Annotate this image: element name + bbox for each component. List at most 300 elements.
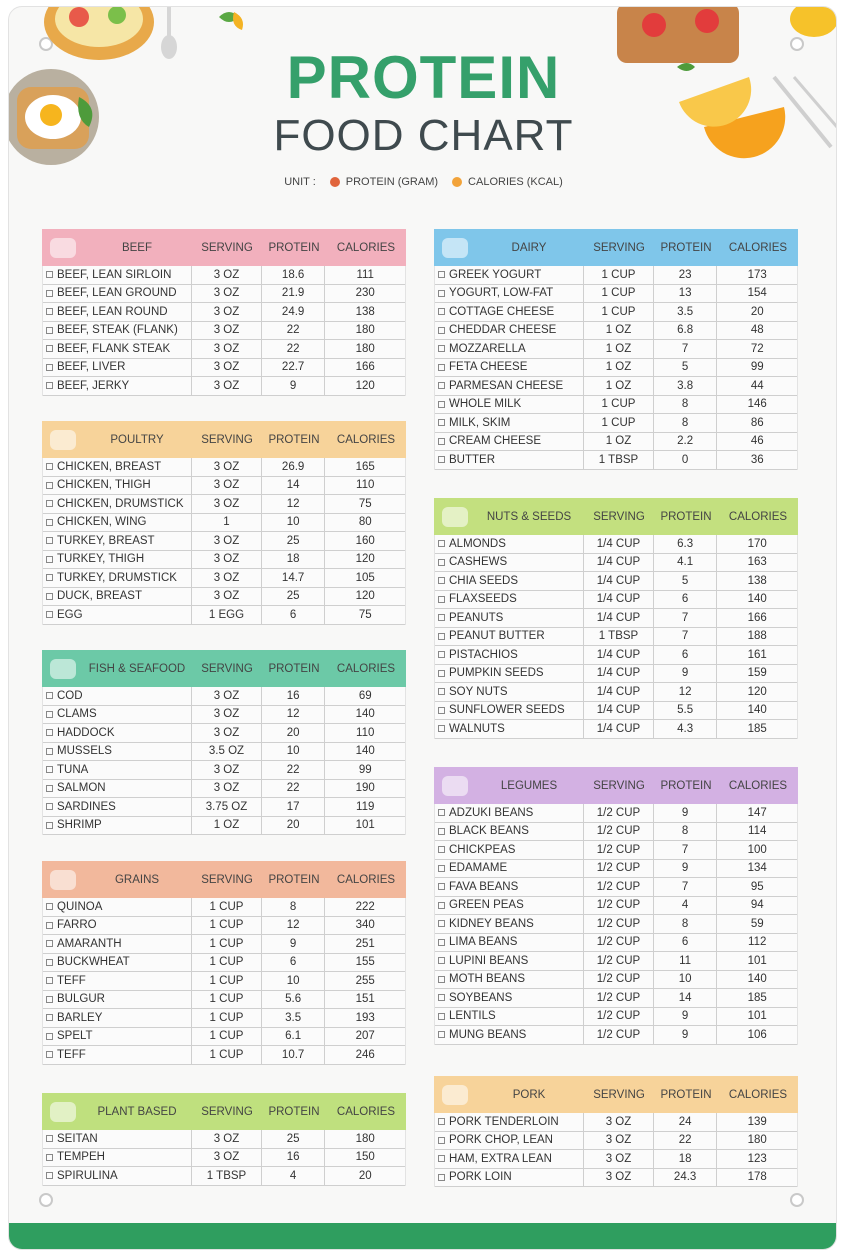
table-row [435,897,797,916]
food-name [435,591,584,609]
protein-cell: 14 [262,477,326,495]
table-row [43,898,405,917]
food-name-text: GREEN PEAS [449,899,524,912]
poultry-icon [50,430,76,450]
calories-cell: 20 [750,305,764,318]
food-name [435,572,584,590]
calories-cell: 151 [355,993,375,1006]
table-row [435,823,797,842]
protein-cell: 24 [654,1113,718,1131]
serving-cell: 1/2 CUP [584,915,654,933]
serving-cell: 1/2 CUP [584,878,654,896]
serving-cell: 3 OZ [584,1132,654,1150]
checkbox[interactable] [438,846,445,853]
table-row [435,303,797,322]
checkbox[interactable] [46,1014,53,1021]
food-name [43,817,192,835]
table-row [435,322,797,341]
serving-cell: 1/4 CUP [584,591,654,609]
checkbox[interactable] [438,725,445,732]
food-name-text: AMARANTH [57,937,122,950]
protein-cell: 10 [654,971,718,989]
table-row [43,724,405,743]
calories-cell: 140 [747,973,767,986]
checkbox[interactable] [46,959,53,966]
calories-cell: 75 [358,497,372,510]
food-name-text: PORK TENDERLOIN [449,1115,559,1128]
food-name-text: SHRIMP [57,819,102,832]
checkbox[interactable] [46,1135,53,1142]
protein-cell: 6.3 [654,535,718,553]
food-name [435,609,584,627]
food-name [435,451,584,469]
checkbox[interactable] [46,1033,53,1040]
calories-cell: 165 [355,460,375,473]
table-row [435,1169,797,1188]
table-row [43,1149,405,1168]
food-name-text: WALNUTS [449,722,505,735]
protein-cell: 5 [654,572,718,590]
calories-cell: 180 [355,342,375,355]
fish-protein-header: PROTEIN [268,662,320,675]
protein-cell: 9 [654,665,718,683]
pork-category [434,1076,584,1113]
food-name [435,433,584,451]
serving-cell: 1 OZ [584,377,654,395]
serving-cell: 3 OZ [192,780,262,798]
food-name-text: BEEF, LEAN SIRLOIN [57,268,172,281]
calories-cell: 105 [355,571,375,584]
pork-protein-header: PROTEIN [660,1088,712,1101]
checkbox[interactable] [46,922,53,929]
food-name [43,1028,192,1046]
plant-category [42,1093,192,1130]
protein-cell: 9 [262,935,326,953]
food-name [43,569,192,587]
checkbox[interactable] [438,559,445,566]
serving-cell: 3 OZ [192,724,262,742]
protein-cell: 11 [654,952,718,970]
calories-cell: 188 [747,630,767,643]
checkbox[interactable] [438,920,445,927]
food-name-text: LUPINI BEANS [449,954,529,967]
plant-table-header [42,1093,406,1130]
protein-cell: 9 [654,804,718,822]
table-row [43,761,405,780]
food-name [435,646,584,664]
checkbox[interactable] [438,1013,445,1020]
table-row [43,817,405,836]
protein-cell: 4.1 [654,554,718,572]
grains-category-name: GRAINS [114,873,160,886]
checkbox[interactable] [46,1154,53,1161]
calories-cell: 178 [747,1171,767,1184]
food-name [43,761,192,779]
protein-cell: 7 [654,841,718,859]
food-name-text: FARRO [57,919,97,932]
checkbox[interactable] [438,577,445,584]
food-name-text: LIMA BEANS [449,936,518,949]
calories-cell: 160 [355,534,375,547]
serving-cell: 1 TBSP [584,628,654,646]
food-name [43,359,192,377]
checkbox[interactable] [46,1172,53,1179]
serving-cell: 1/4 CUP [584,702,654,720]
serving-cell: 1/2 CUP [584,989,654,1007]
checkbox[interactable] [438,308,445,315]
food-name [43,606,192,624]
protein-cell: 7 [654,628,718,646]
calories-cell: 163 [747,556,767,569]
table-row [43,687,405,706]
protein-cell: 12 [262,706,326,724]
food-name-text: MILK, SKIM [449,416,511,429]
pork-table [434,1076,798,1187]
food-name [435,1026,584,1044]
calories-cell: 120 [355,379,375,392]
checkbox[interactable] [438,957,445,964]
serving-cell: 3 OZ [192,458,262,476]
checkbox[interactable] [438,1174,445,1181]
checkbox[interactable] [46,345,53,352]
food-name [435,535,584,553]
checkbox[interactable] [438,1155,445,1162]
food-name-text: MUNG BEANS [449,1028,527,1041]
checkbox[interactable] [46,766,53,773]
table-row [435,396,797,415]
protein-cell: 4 [654,897,718,915]
poultry-serving-header: SERVING [201,433,253,446]
calories-cell: 207 [355,1030,375,1043]
checkbox[interactable] [438,688,445,695]
checkbox[interactable] [46,903,53,910]
poultry-category-name: POULTRY [110,433,164,446]
food-name [43,798,192,816]
serving-cell: 1 CUP [584,266,654,284]
checkbox[interactable] [46,290,53,297]
food-name-text: LENTILS [449,1010,496,1023]
calories-cell: 185 [747,722,767,735]
checkbox[interactable] [438,614,445,621]
serving-cell: 3 OZ [192,322,262,340]
food-name [43,1046,192,1064]
protein-cell: 8 [654,915,718,933]
checkbox[interactable] [46,556,53,563]
calories-cell: 106 [747,1028,767,1041]
checkbox[interactable] [46,482,53,489]
calories-cell: 185 [747,991,767,1004]
food-name-text: TUNA [57,763,89,776]
serving-cell: 1 CUP [584,396,654,414]
serving-cell: 1/4 CUP [584,572,654,590]
checkbox[interactable] [438,382,445,389]
checkbox[interactable] [438,883,445,890]
serving-cell: 1 CUP [192,954,262,972]
food-name-text: CHICKPEAS [449,843,516,856]
food-name-text: PARMESAN CHEESE [449,379,564,392]
checkbox[interactable] [46,748,53,755]
pork-table-header [434,1076,798,1113]
table-row [43,780,405,799]
food-name-text: BUTTER [449,453,495,466]
table-row [435,971,797,990]
calories-cell: 100 [747,843,767,856]
checkbox[interactable] [46,785,53,792]
checkbox[interactable] [46,537,53,544]
grains-protein-header: PROTEIN [268,873,320,886]
serving-cell: 3.5 OZ [192,743,262,761]
serving-cell: 1 CUP [192,991,262,1009]
food-name [435,683,584,701]
food-name [435,1113,584,1131]
checkbox[interactable] [438,364,445,371]
nuts-calories-header: CALORIES [728,510,788,523]
checkbox[interactable] [438,438,445,445]
dairy-category-name: DAIRY [511,241,547,254]
checkbox[interactable] [46,593,53,600]
fish-category [42,650,192,687]
serving-cell: 3 OZ [584,1113,654,1131]
calories-cell: 111 [356,268,374,281]
table-row [43,532,405,551]
food-name-text: TURKEY, THIGH [57,553,145,566]
serving-cell: 1 CUP [584,303,654,321]
checkbox[interactable] [438,994,445,1001]
calories-cell: 110 [356,479,375,492]
checkbox[interactable] [438,1118,445,1125]
checkbox[interactable] [438,670,445,677]
grains-category [42,861,192,898]
table-row [435,433,797,452]
table-row [43,1130,405,1149]
calories-cell: 48 [750,324,764,337]
table-row [435,952,797,971]
food-name [43,551,192,569]
checkbox[interactable] [46,711,53,718]
food-name [435,554,584,572]
calories-cell: 101 [747,954,767,967]
calories-cell: 140 [747,704,767,717]
calories-cell: 170 [747,537,767,550]
checkbox[interactable] [46,803,53,810]
food-name [435,322,584,340]
food-name-text: TEFF [57,974,86,987]
food-name-text: BLACK BEANS [449,825,529,838]
checkbox[interactable] [46,729,53,736]
food-name-text: SEITAN [57,1132,98,1145]
table-row [43,569,405,588]
table-row [43,588,405,607]
food-name [435,1132,584,1150]
food-name [43,340,192,358]
table-row [43,706,405,725]
checkbox[interactable] [46,1051,53,1058]
checkbox[interactable] [438,651,445,658]
checkbox[interactable] [46,574,53,581]
bottom-bar [9,1223,837,1249]
table-row [43,1028,405,1047]
table-row [43,798,405,817]
unit-calories-label: CALORIES (KCAL) [468,176,563,188]
protein-cell: 6.8 [654,322,718,340]
protein-cell: 9 [262,377,326,395]
checkbox[interactable] [46,500,53,507]
checkbox[interactable] [46,940,53,947]
legumes-protein-header: PROTEIN [660,779,712,792]
checkbox[interactable] [46,364,53,371]
checkbox[interactable] [438,976,445,983]
checkbox[interactable] [438,345,445,352]
table-row [43,606,405,625]
checkbox[interactable] [438,1137,445,1144]
checkbox[interactable] [438,540,445,547]
food-name [43,743,192,761]
serving-cell: 3 OZ [192,340,262,358]
food-name [43,1149,192,1167]
calories-cell: 95 [750,880,764,893]
checkbox[interactable] [438,1031,445,1038]
checkbox[interactable] [438,828,445,835]
protein-cell: 3.8 [654,377,718,395]
plant-protein-header: PROTEIN [268,1105,320,1118]
food-name-text: YOGURT, LOW-FAT [449,287,554,300]
checkbox[interactable] [438,456,445,463]
food-name [43,780,192,798]
poster [8,6,837,1250]
nuts-category-name: NUTS & SEEDS [486,510,572,523]
calories-cell: 166 [355,361,375,374]
serving-cell: 1 TBSP [584,451,654,469]
legumes-table-header [434,767,798,804]
beef-protein-header: PROTEIN [268,241,320,254]
checkbox[interactable] [438,419,445,426]
serving-cell: 1 OZ [192,817,262,835]
grains-table-header [42,861,406,898]
checkbox[interactable] [46,996,53,1003]
table-row [435,414,797,433]
serving-cell: 1 CUP [584,414,654,432]
food-name-text: EDAMAME [449,862,508,875]
grains-icon [50,870,76,890]
checkbox[interactable] [46,463,53,470]
food-name-text: EGG [57,608,83,621]
checkbox[interactable] [46,611,53,618]
protein-cell: 4 [262,1167,326,1185]
protein-cell: 24.3 [654,1169,718,1187]
legumes-table [434,767,798,1045]
calories-cell: 69 [358,689,372,702]
checkbox[interactable] [46,382,53,389]
food-name [435,414,584,432]
serving-cell: 3 OZ [192,532,262,550]
calories-cell: 140 [747,593,767,606]
food-name [435,989,584,1007]
calories-cell: 255 [355,974,375,987]
checkbox[interactable] [438,596,445,603]
checkbox[interactable] [438,633,445,640]
food-name-text: TURKEY, DRUMSTICK [57,571,177,584]
table-row [435,1026,797,1045]
protein-cell: 3.5 [262,1009,326,1027]
checkbox[interactable] [438,271,445,278]
checkbox[interactable] [438,290,445,297]
serving-cell: 1/2 CUP [584,804,654,822]
protein-cell: 3.5 [654,303,718,321]
protein-cell: 6 [654,646,718,664]
checkbox[interactable] [46,271,53,278]
serving-cell: 1/4 CUP [584,720,654,738]
table-row [435,934,797,953]
checkbox[interactable] [46,822,53,829]
checkbox[interactable] [46,308,53,315]
protein-cell: 20 [262,724,326,742]
table-row [435,1150,797,1169]
dairy-category [434,229,584,266]
protein-cell: 7 [654,340,718,358]
checkbox[interactable] [438,939,445,946]
calories-cell: 138 [747,574,767,587]
food-name [435,1169,584,1187]
checkbox[interactable] [438,707,445,714]
food-name-text: CHICKEN, BREAST [57,460,162,473]
table-row [43,743,405,762]
grains-table [42,861,406,1065]
checkbox[interactable] [438,401,445,408]
food-name [435,720,584,738]
dairy-protein-header: PROTEIN [660,241,712,254]
protein-cell: 8 [654,396,718,414]
poultry-calories-header: CALORIES [336,433,396,446]
nuts-seeds-table [434,498,798,739]
checkbox[interactable] [46,977,53,984]
calories-cell: 20 [358,1169,372,1182]
checkbox[interactable] [46,327,53,334]
checkbox[interactable] [46,692,53,699]
food-name [435,285,584,303]
calories-cell: 36 [750,453,764,466]
protein-icon [330,177,340,187]
checkbox[interactable] [438,327,445,334]
food-name [435,878,584,896]
checkbox[interactable] [46,519,53,526]
protein-cell: 18.6 [262,266,326,284]
checkbox[interactable] [438,865,445,872]
food-name-text: ALMONDS [449,537,506,550]
serving-cell: 3 OZ [584,1169,654,1187]
calories-cell: 123 [747,1152,767,1165]
calories-cell: 101 [355,819,375,832]
nuts-icon [442,507,468,527]
food-name [43,285,192,303]
protein-cell: 25 [262,588,326,606]
serving-cell: 3 OZ [192,551,262,569]
food-name-text: MOTH BEANS [449,973,526,986]
table-row [43,935,405,954]
table-row [435,702,797,721]
pork-calories-header: CALORIES [728,1088,788,1101]
legumes-serving-header: SERVING [593,779,645,792]
legumes-category [434,767,584,804]
checkbox[interactable] [438,809,445,816]
food-name [43,495,192,513]
fish-category-name: FISH & SEAFOOD [88,662,186,675]
food-name [435,841,584,859]
checkbox[interactable] [438,902,445,909]
protein-cell: 9 [654,1026,718,1044]
calories-cell: 154 [747,287,767,300]
protein-cell: 6 [262,606,326,624]
table-row [435,665,797,684]
